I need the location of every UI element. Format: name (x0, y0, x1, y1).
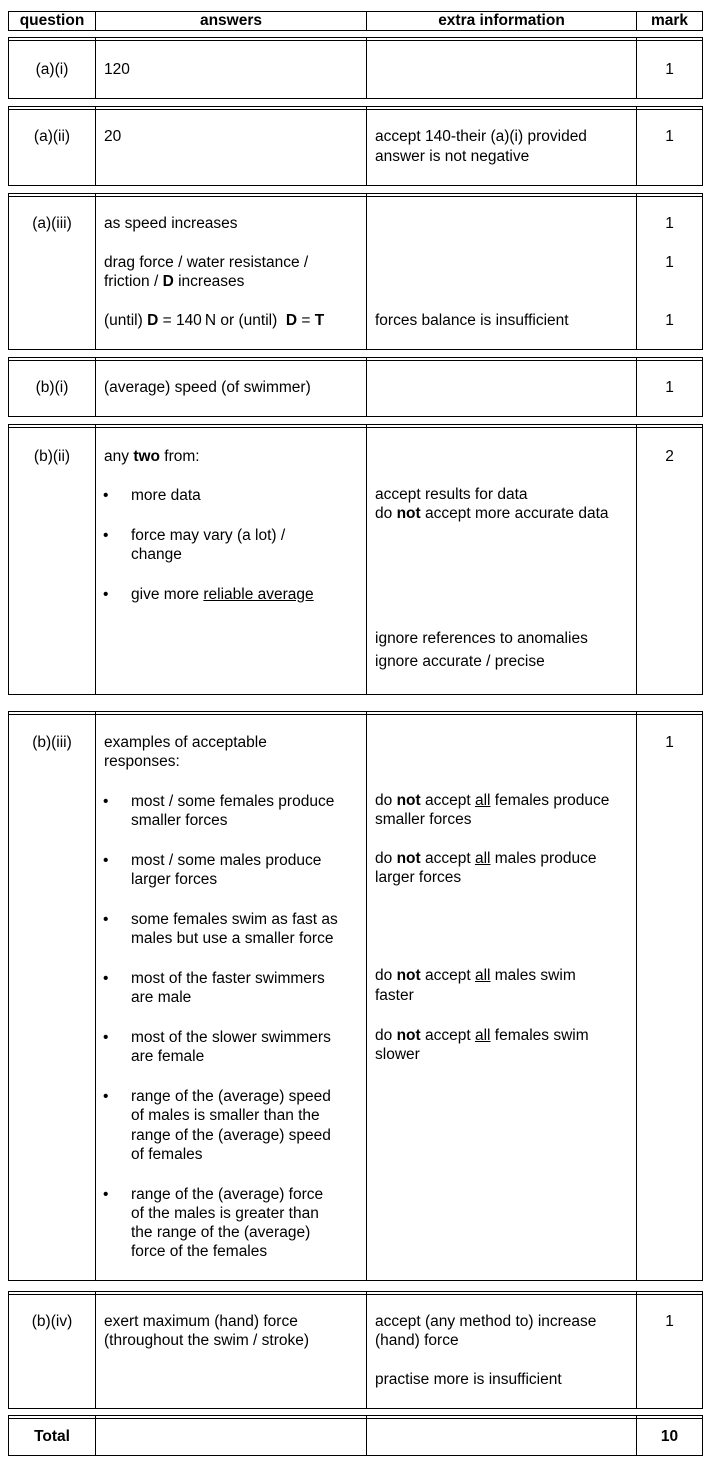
extra-text: do not accept all females swim (375, 1027, 589, 1044)
extra-text: ignore accurate / precise (375, 653, 545, 670)
row-a-i (8, 37, 703, 99)
row-a-ii (8, 106, 703, 186)
extra-text: do not accept all males swim (375, 967, 576, 984)
answer-text: are female (131, 1048, 205, 1065)
bullet-icon: • (103, 527, 109, 544)
row-b-iv (8, 1291, 703, 1409)
answer-text: range of the (average) speed (131, 1088, 331, 1105)
mark-value: 1 (665, 215, 674, 232)
answer-text: larger forces (131, 871, 218, 888)
bullet-icon: • (103, 1186, 109, 1203)
row-b-ii (8, 424, 703, 695)
extra-text: do not accept all females produce (375, 792, 610, 809)
answer-text: most / some females produce (131, 793, 335, 810)
header-question: question (9, 12, 96, 30)
extra-text: smaller forces (375, 811, 472, 828)
bullet-icon: • (103, 793, 109, 810)
header-mark: mark (650, 12, 689, 29)
mark-value: 1 (665, 128, 674, 145)
answer-text: the range of the (average) (131, 1224, 311, 1241)
bullet-icon: • (103, 970, 109, 987)
question-label: (b)(i) (35, 379, 69, 396)
answer-text: change (131, 546, 182, 563)
bullet-icon: • (103, 911, 109, 928)
mark-value: 2 (665, 448, 674, 465)
total-label: Total (34, 1428, 70, 1445)
extra-text: do not accept more accurate data (375, 505, 609, 522)
extra-text: ignore references to anomalies (375, 630, 588, 647)
answer-text: responses: (104, 753, 180, 770)
answer-text: (throughout the swim / stroke) (104, 1332, 310, 1349)
extra-text: faster (375, 987, 414, 1004)
answer-text: 20 (104, 128, 122, 145)
bullet-icon: • (103, 487, 109, 504)
answer-text: most / some males produce (131, 852, 322, 869)
row-a-iii (8, 193, 703, 350)
header-extra-information: extra information (367, 12, 637, 30)
extra-text: accept results for data (375, 486, 528, 503)
answer-text: most of the slower swimmers (131, 1029, 331, 1046)
extra-text: slower (375, 1046, 420, 1063)
question-label: (b)(iv) (31, 1313, 73, 1330)
answer-text: drag force / water resistance / (104, 254, 309, 271)
answer-text: force may vary (a lot) / (131, 527, 286, 544)
extra-text: (hand) force (375, 1332, 459, 1349)
question-label: (a)(ii) (33, 128, 71, 145)
answer-text: 120 (104, 61, 130, 78)
answer-text: friction / D increases (104, 273, 245, 290)
extra-text: accept 140-their (a)(i) provided (375, 128, 587, 145)
answer-text: range of the (average) force (131, 1186, 324, 1203)
answer-text: examples of acceptable (104, 734, 267, 751)
answer-text: range of the (average) speed (131, 1127, 331, 1144)
question-label: (a)(i) (35, 61, 69, 78)
answer-text: smaller forces (131, 812, 228, 829)
answer-text: as speed increases (104, 215, 238, 232)
answer-text: are male (131, 989, 192, 1006)
answer-text: of the males is greater than (131, 1205, 319, 1222)
total-mark: 10 (660, 1428, 679, 1445)
mark-value: 1 (665, 312, 674, 329)
answer-text: give more reliable average (131, 586, 314, 603)
table-header (8, 11, 703, 31)
mark-value: 1 (665, 734, 674, 751)
mark-value: 1 (665, 254, 674, 271)
question-label: (b)(iii) (32, 734, 72, 751)
extra-text: practise more is insufficient (375, 1371, 562, 1388)
answer-text: force of the females (131, 1243, 268, 1260)
extra-text: larger forces (375, 869, 462, 886)
answer-text: any two from: (104, 448, 200, 465)
question-label: (b)(ii) (33, 448, 71, 465)
extra-text: forces balance is insufficient (375, 312, 569, 329)
row-b-i (8, 357, 703, 417)
answer-text: exert maximum (hand) force (104, 1313, 298, 1330)
answer-text: some females swim as fast as (131, 911, 338, 928)
answer-text: more data (131, 487, 201, 504)
mark-value: 1 (665, 61, 674, 78)
answer-text: males but use a smaller force (131, 930, 334, 947)
extra-text: accept (any method to) increase (375, 1313, 597, 1330)
bullet-icon: • (103, 1088, 109, 1105)
row-total (8, 1415, 703, 1456)
answer-text: of males is smaller than the (131, 1107, 320, 1124)
bullet-icon: • (103, 586, 109, 603)
bullet-icon: • (103, 1029, 109, 1046)
answer-text: most of the faster swimmers (131, 970, 325, 987)
extra-text: answer is not negative (375, 148, 530, 165)
header-answers: answers (96, 12, 367, 30)
answer-text: (average) speed (of swimmer) (104, 379, 311, 396)
mark-value: 1 (665, 1313, 674, 1330)
answer-text: of females (131, 1146, 203, 1163)
row-b-iii (8, 711, 703, 1281)
extra-text: do not accept all males produce (375, 850, 597, 867)
mark-value: 1 (665, 379, 674, 396)
bullet-icon: • (103, 852, 109, 869)
question-label: (a)(iii) (32, 215, 72, 232)
answer-text: (until) D = 140 N or (until) D = T (104, 312, 325, 329)
